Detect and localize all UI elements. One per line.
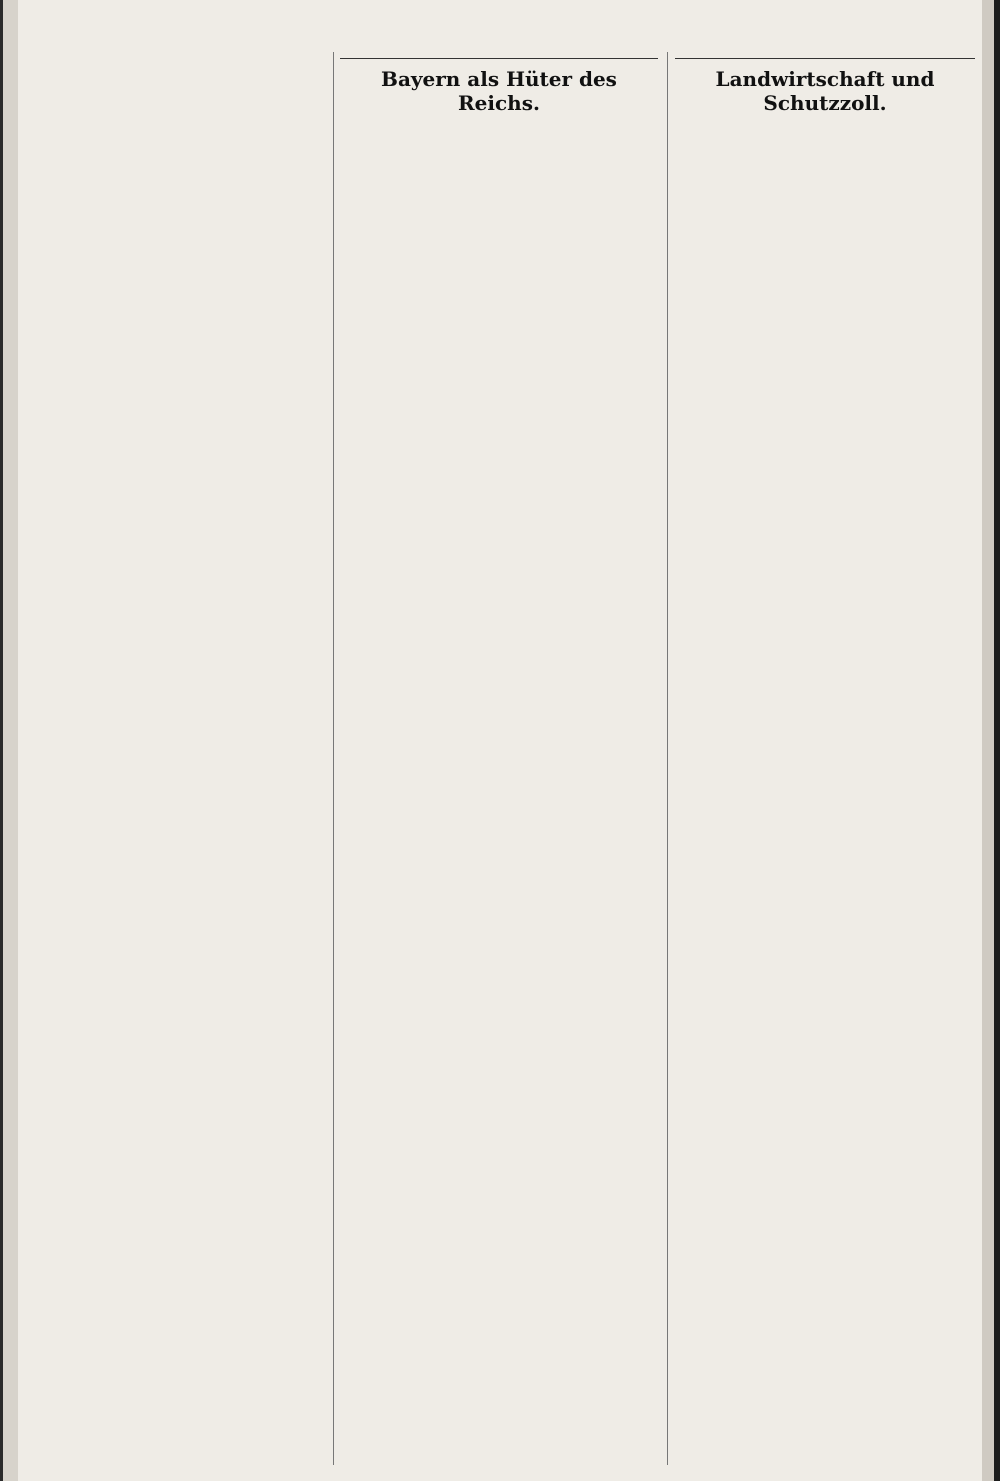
section-title: Landwirtschaft und Schutzzoll. bbox=[715, 67, 935, 115]
column-left bbox=[22, 52, 328, 1465]
column-divider bbox=[333, 52, 334, 1465]
column-right bbox=[675, 52, 975, 1465]
page-margin-left bbox=[0, 0, 18, 1481]
page-margin-right bbox=[982, 0, 1000, 1481]
section-divider bbox=[675, 58, 975, 59]
section-title: Bayern als Hüter des Reichs. bbox=[381, 67, 617, 115]
column-divider bbox=[667, 52, 668, 1465]
column-middle bbox=[340, 52, 658, 1465]
section-divider bbox=[340, 58, 658, 59]
